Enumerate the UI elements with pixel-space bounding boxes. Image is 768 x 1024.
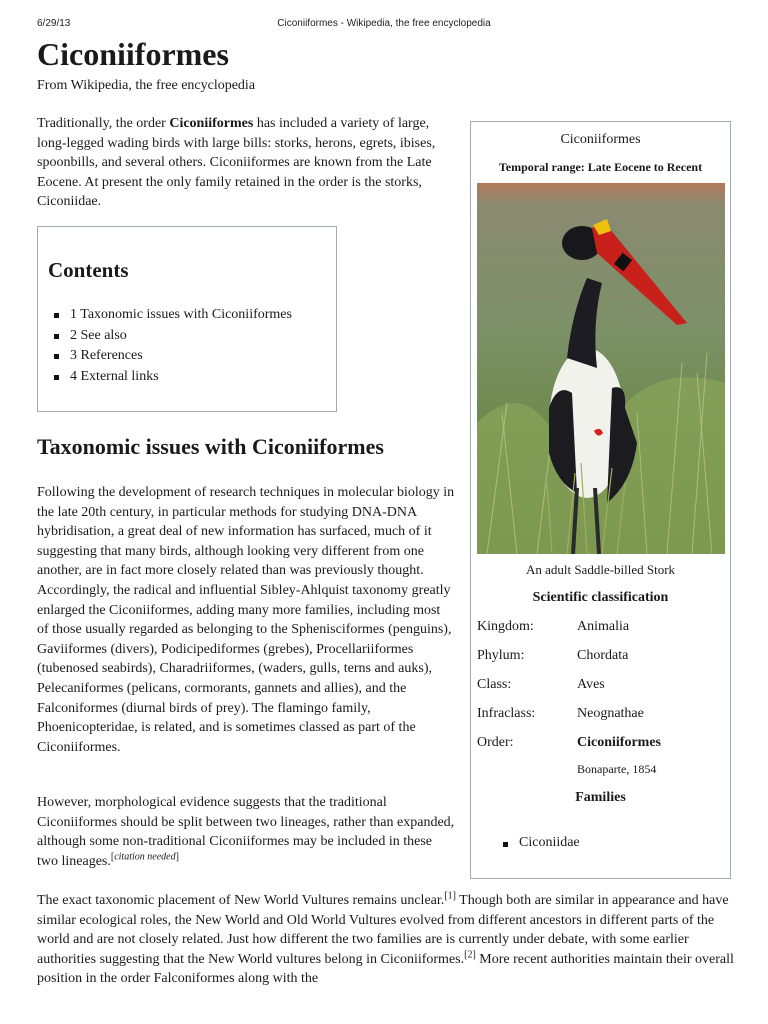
print-page-title: Ciconiiformes - Wikipedia, the free encyclopedia: [277, 18, 491, 29]
toc-link[interactable]: 4 External links: [70, 368, 159, 384]
table-of-contents: [37, 226, 337, 412]
classification-key: Order:: [477, 735, 514, 750]
classification-row-kingdom: [477, 619, 727, 639]
paragraph-3-text-a: The exact taxonomic placement of New World Vultures remains unclear.: [37, 893, 445, 908]
classification-row-order: [477, 735, 727, 755]
toc-item[interactable]: [70, 305, 292, 326]
stork-photo-illustration: [477, 183, 725, 554]
paragraph-3-text-b: Though both are similar in appearance and have similar ecological roles, the New World and Old World Vultures evolved from different ancestors in different parts of the world and are not closely related. Just how different the two families are is currently under debate, with some earlier authorities suggesting that the New World vultures belong in Ciconiiformes.: [37, 893, 729, 967]
toc-link[interactable]: 3 References: [70, 348, 143, 363]
taxobox-image-caption: An adult Saddle-billed Stork: [525, 562, 676, 577]
classification-value[interactable]: Animalia: [577, 619, 630, 634]
article-title: Ciconiiformes: [37, 36, 229, 72]
paragraph-3-text-c: More recent authorities maintain their overall position in the order Falconiformes along with the: [37, 951, 734, 987]
citation-needed-note[interactable]: [citation needed]: [110, 851, 179, 863]
toc-link[interactable]: 2 See also: [70, 327, 127, 343]
classification-row-infraclass: [477, 706, 727, 726]
classification-key: Phylum:: [477, 648, 525, 663]
toc-link[interactable]: 1 Taxonomic issues with Ciconiiformes: [70, 307, 292, 322]
taxobox-image-saddle-billed-stork[interactable]: [477, 183, 725, 554]
intro-text-start: Traditionally, the order: [37, 116, 170, 131]
taxon-authority: Bonaparte, 1854: [577, 762, 657, 776]
intro-bold-term: Ciconiiformes: [169, 116, 254, 131]
citation-needed-text[interactable]: citation needed: [114, 851, 176, 863]
intro-paragraph: [37, 114, 455, 212]
classification-value[interactable]: Neognathae: [577, 706, 644, 721]
classification-row-phylum: [477, 648, 727, 668]
families-heading: Families: [575, 790, 626, 805]
section-heading-taxonomic-issues: Taxonomic issues with Ciconiiformes: [37, 434, 384, 459]
toc-heading: Contents: [48, 258, 129, 282]
paragraph-2-text: However, morphological evidence suggests that the traditional Ciconiiformes should be split between two lineages, rather than expanded, although some non-traditional Ciconiiformes may be included in these two lineages.: [37, 795, 455, 869]
classification-key: Infraclass:: [477, 706, 536, 721]
article-subtitle: From Wikipedia, the free encyclopedia: [37, 78, 256, 93]
reference-2-link[interactable]: [2]: [464, 949, 476, 961]
toc-list: [70, 305, 292, 387]
classification-value[interactable]: Aves: [577, 677, 605, 692]
print-date: 6/29/13: [37, 18, 71, 29]
classification-value: Ciconiiformes: [577, 735, 661, 750]
section-paragraph-2: [37, 793, 455, 871]
intro-text-end: has included a variety of large, long-legged wading birds with large bills: storks, herons, egrets, ibises, spoonbills, and several others. Ciconiiformes are known from the Late Eocene. At present the only family retained in the order is the storks, Ciconiidae.: [37, 116, 436, 210]
section-paragraph-1: Following the development of research techniques in molecular biology in the late 20th century, in particular methods for studying DNA-DNA hybridisation, a great deal of new information has surfaced, much of it suggesting that many birds, although looking very different from one another, are in fact more closely related than was previously thought. Accordingly, the radical and influential Sibley-Ahlquist taxonomy greatly enlarged the Ciconiiformes, adding many more families, including most of those usually regarded as belonging to the Sphenisciformes (penguins), Gaviiformes (divers), Podicipediformes (grebes), Procellariiformes (tubenosed seabirds), Charadriiformes, (waders, gulls, terns and auks), Pelecaniformes (pelicans, cormorants, gannets and allies), and the Falconiformes (diurnal birds of prey). The flamingo family, Phoenicopteridae, is related, and is sometimes classed as part of the Ciconiiformes.: [37, 485, 455, 755]
taxobox-title: Ciconiiformes: [560, 132, 641, 147]
classification-key: Kingdom:: [477, 619, 534, 634]
classification-key: Class:: [477, 677, 512, 692]
classification-value[interactable]: Chordata: [577, 648, 629, 663]
print-header: [0, 18, 768, 32]
taxobox-temporal-range: Temporal range: Late Eocene to Recent: [498, 160, 703, 174]
reference-1-link[interactable]: [1]: [444, 890, 456, 902]
classification-row-class: [477, 677, 727, 697]
toc-item[interactable]: [70, 367, 292, 388]
section-paragraph-3: [37, 891, 737, 989]
toc-item[interactable]: [70, 326, 292, 347]
toc-item[interactable]: [70, 346, 292, 367]
taxobox: [470, 121, 731, 879]
family-list-item[interactable]: Ciconiidae: [519, 835, 580, 850]
scientific-classification-heading: Scientific classification: [532, 590, 669, 605]
